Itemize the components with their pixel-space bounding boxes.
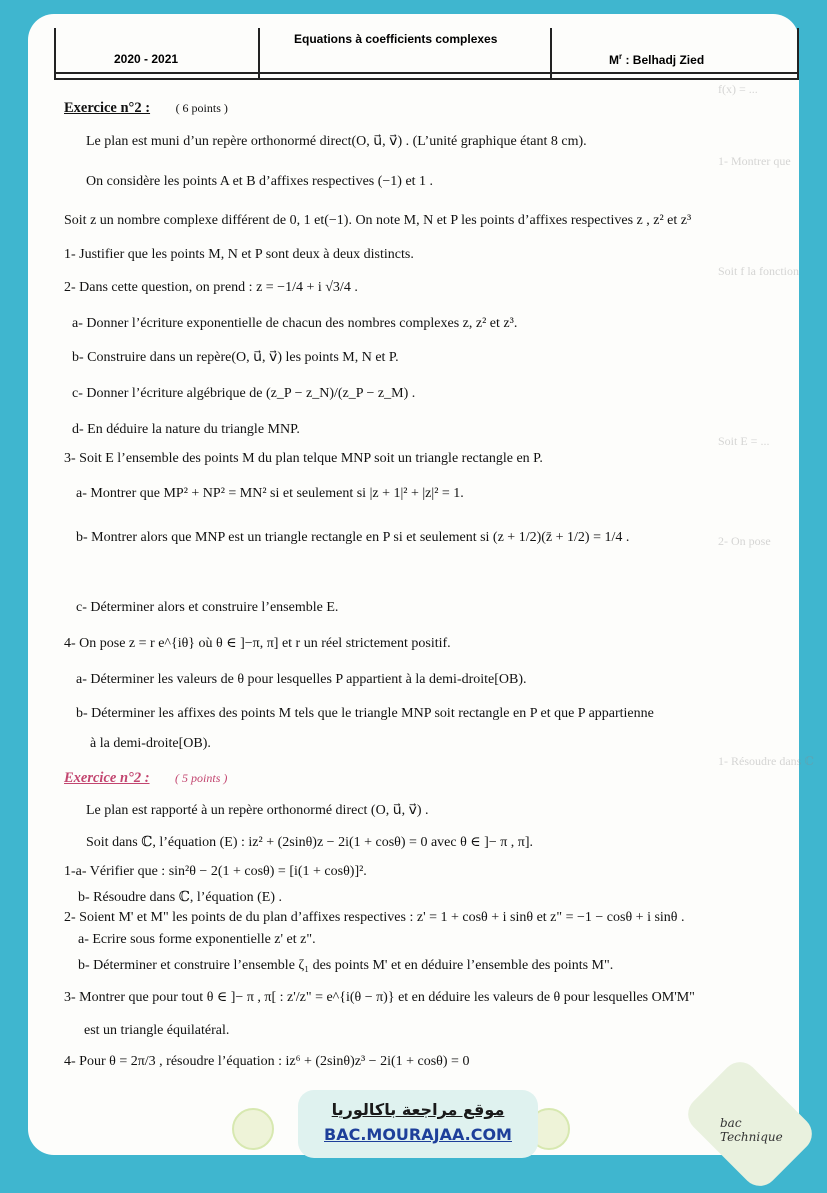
page-content: f(x) = ... 1- Montrer que Soit f la fonction Soit E = ... 2- On pose 1- Résoudre dans ℂ Exercice n°2 : ( 6 points ) Le plan est muni d’un repère orthonormé direct(O, u⃗, v⃗) . (L’unité graphique étant 8 cm). On considère les points A et B d’affixes respectives (−1) et 1 . Soit z un nombre complexe différent de 0, 1 et(−1). On note M, N et P les points d’affixes respectives z , z² et z³ 1- Justifier que les points M, N et P sont deux à deux distincts. 2- Dans cette question, on prend : z = −1/4 + i √3/4 . a- Donner l’écriture exponentielle de chacun des nombres complexes z, z² et z³. b- Construire dans un repère(O, u⃗, v⃗) les points M, N et P. c- Donner l’écriture algébrique de (z_P − z_N)/(z_P − z_M) . d- En déduire la nature du triangle MNP. 3- Soit E l’ensemble des points M du plan telque MNP soit un triangle rectangle en P. a- Montrer que MP² + NP² = MN² si et seulement si |z + 1|² + |z|² = 1. b- Montrer alors que MNP est un triangle rectangle en P si et seulement si (z + 1/2)(z̄ + 1/2) = 1/4 . c- Déterminer alors et construire l’ensemble E. 4- On pose z = r e^{iθ} où θ ∈ ]−π, π] et r un réel strictement positif. a- Déterminer les valeurs de θ pour lesquelles P appartient à la demi-droite[OB). b- Déterminer les affixes des points M tels que le triangle MNP soit rectangle en P et que P appartienne à la demi-droite[OB). Exercice n°2 : ( 5 points ) Le plan est rapporté à un repère orthonormé direct (O, u⃗, v⃗) . Soit dans ℂ, l’équation (E) : iz² + (2sinθ)z − 2i(1 + cosθ) = 0 avec θ ∈ ]− π , π]. 1-a- Vérifier que : sin²θ − 2(1 + cosθ) = [i(1 + cosθ)]². b- Résoudre dans ℂ, l’équation (E) . 2- Soient M' et M" les points de du plan d’affixes respectives : z' = 1 + cosθ + i sinθ et z" = −1 − cosθ + i sinθ . a- Ecrire sous forme exponentielle z' et z". b- Déterminer et construire l’ensemble ζ₁ des points M' et en déduire l’ensemble des points M". 3- Montrer que pour tout θ ∈ ]− π , π[ : z'/z" = e^{i(θ − π)} et en déduire les valeurs de θ pour lesquelles OM'M" est un triangle équilatéral. 4- Pour θ = 2π/3 , résoudre l’équation : iz⁶ + (2sinθ)z³ − 2i(1 + cosθ) = 0 — [64, 82, 814, 1069]
site-banner[interactable] — [298, 1090, 538, 1158]
text-line: Le plan est rapporté à un repère orthonormé direct (O, u⃗, v⃗) . — [86, 803, 429, 818]
exercise-1-heading — [64, 100, 228, 117]
school-year: 2020 - 2021 — [114, 52, 179, 66]
exercise-1-points: ( 6 points ) — [175, 101, 228, 115]
text-line: 2- Soient M' et M" les points de du plan d’affixes respectives : z' = 1 + cosθ + i sinθ et z" = −1 − cosθ + i sinθ . — [64, 910, 685, 925]
text-line: à la demi-droite[OB). — [90, 736, 211, 751]
logo-text: bac Technique — [720, 1116, 783, 1144]
site-badge-icon — [232, 1108, 274, 1150]
site-url-link[interactable]: BAC.MOURAJAA.COM — [324, 1125, 512, 1144]
text-line: c- Déterminer alors et construire l’ensemble E. — [76, 600, 339, 615]
text-line: b- Montrer alors que MNP est un triangle rectangle en P si et seulement si (z + 1/2)(z̄ + 1/2) = 1/4 . — [76, 530, 630, 545]
text-line: a- Ecrire sous forme exponentielle z' et z". — [78, 932, 316, 947]
text-line: d- En déduire la nature du triangle MNP. — [72, 422, 300, 437]
exercise-1-title: Exercice n°2 : — [64, 100, 151, 116]
text-line: Soit dans ℂ, l’équation (E) : iz² + (2sinθ)z − 2i(1 + cosθ) = 0 avec θ ∈ ]− π , π]. — [86, 835, 534, 850]
text-line: b- Déterminer les affixes des points M tels que le triangle MNP soit rectangle en P et que P appartienne — [76, 706, 654, 721]
text-line: b- Déterminer et construire l’ensemble ζ₁ des points M' et en déduire l’ensemble des points M". — [78, 958, 614, 973]
text-line: b- Résoudre dans ℂ, l’équation (E) . — [78, 890, 282, 905]
exercise-2-title: Exercice n°2 : — [64, 770, 150, 786]
document-sheet — [28, 14, 814, 1155]
text-line: a- Déterminer les valeurs de θ pour lesquelles P appartient à la demi-droite[OB). — [76, 672, 527, 687]
text-line: b- Construire dans un repère(O, u⃗, v⃗) les points M, N et P. — [72, 350, 399, 365]
text-line: Soit z un nombre complexe différent de 0, 1 et(−1). On note M, N et P les points d’affixes respectives z , z² et z³ — [64, 213, 692, 228]
exercise-2-heading — [64, 770, 227, 787]
document-title: Equations à coefficients complexes — [294, 32, 498, 46]
text-line: a- Montrer que MP² + NP² = MN² si et seulement si |z + 1|² + |z|² = 1. — [76, 486, 464, 501]
text-line: 1- Justifier que les points M, N et P sont deux à deux distincts. — [64, 247, 414, 262]
text-line: 3- Montrer que pour tout θ ∈ ]− π , π[ : z'/z" = e^{i(θ − π)} et en déduire les valeurs de θ pour lesquelles OM'M" — [64, 990, 695, 1005]
text-line: 1-a- Vérifier que : sin²θ − 2(1 + cosθ) = [i(1 + cosθ)]². — [64, 864, 367, 879]
text-line: 2- Dans cette question, on prend : z = −1/4 + i √3/4 . — [64, 280, 358, 295]
text-line: 4- Pour θ = 2π/3 , résoudre l’équation : iz⁶ + (2sinθ)z³ − 2i(1 + cosθ) = 0 — [64, 1054, 470, 1069]
text-line: Le plan est muni d’un repère orthonormé direct(O, u⃗, v⃗) . (L’unité graphique étant 8 cm). — [86, 134, 587, 149]
teacher-name: $M^r$ : Belhadj Zied — [609, 52, 705, 67]
text-line: a- Donner l’écriture exponentielle de chacun des nombres complexes z, z² et z³. — [72, 316, 518, 331]
exercise-2-points: ( 5 points ) — [175, 771, 228, 785]
text-line: 3- Soit E l’ensemble des points M du plan telque MNP soit un triangle rectangle en P. — [64, 451, 543, 466]
text-line: c- Donner l’écriture algébrique de (z_P − z_N)/(z_P − z_M) . — [72, 386, 416, 401]
text-line: 4- On pose z = r e^{iθ} où θ ∈ ]−π, π] et r un réel strictement positif. — [64, 636, 451, 651]
text-line: est un triangle équilatéral. — [84, 1023, 230, 1038]
text-line: On considère les points A et B d’affixes respectives (−1) et 1 . — [86, 174, 434, 189]
site-name-arabic: موقع مراجعة باكالوريا — [331, 1100, 505, 1119]
